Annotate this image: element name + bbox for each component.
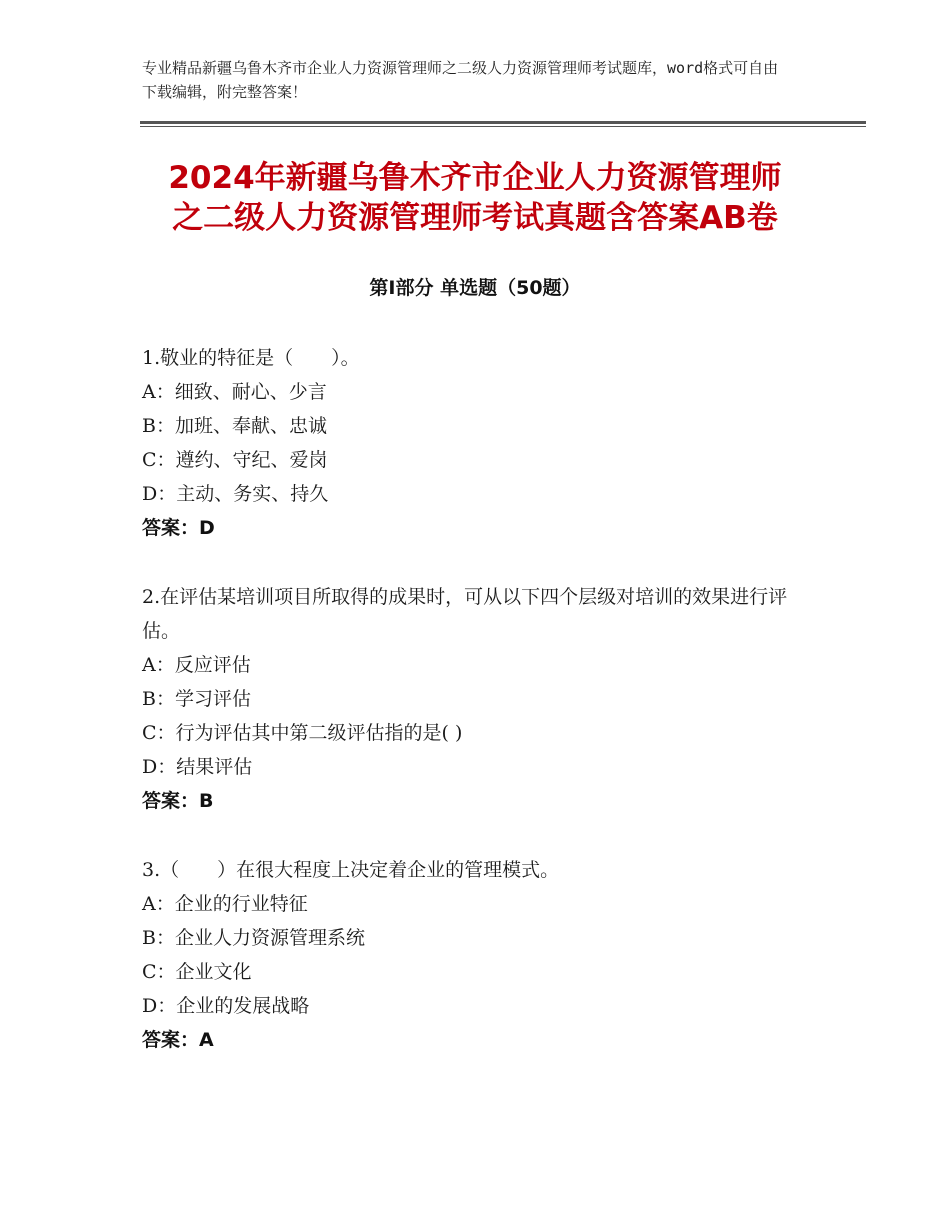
option-d: D：结果评估 — [142, 756, 253, 778]
option-b: B：加班、奉献、忠诚 — [142, 415, 327, 437]
question-stem: 1.敬业的特征是（ ）。 — [142, 347, 360, 369]
option-b: B：企业人力资源管理系统 — [142, 927, 365, 949]
section-title: 第Ⅰ部分 单选题（50题） — [369, 277, 581, 299]
option-b: B：学习评估 — [142, 688, 251, 710]
title-line-2: 之二级人力资源管理师考试真题含答案AB卷 — [172, 200, 778, 236]
answer: 答案：B — [142, 790, 214, 812]
document-title — [100, 158, 850, 238]
option-c: C：行为评估其中第二级评估指的是( ) — [142, 722, 463, 744]
header-rule-thick — [140, 121, 866, 124]
option-c: C：企业文化 — [142, 961, 252, 983]
option-a: A：反应评估 — [142, 654, 251, 676]
question-3 — [142, 853, 812, 1057]
option-d: D：企业的发展战略 — [142, 995, 310, 1017]
question-stem: 2.在评估某培训项目所取得的成果时，可从以下四个层级对培训的效果进行评估。 — [142, 586, 788, 642]
question-stem: 3.（ ）在很大程度上决定着企业的管理模式。 — [142, 859, 560, 881]
option-c: C：遵约、守纪、爱岗 — [142, 449, 328, 471]
question-2 — [142, 580, 812, 818]
option-a: A：细致、耐心、少言 — [142, 381, 327, 403]
answer: 答案：D — [142, 517, 215, 539]
answer: 答案：A — [142, 1029, 214, 1051]
option-a: A：企业的行业特征 — [142, 893, 308, 915]
header-note: 专业精品新疆乌鲁木齐市企业人力资源管理师之二级人力资源管理师考试题库，word格式可自由下载编辑，附完整答案！ — [142, 59, 779, 101]
header-rule-thin — [140, 126, 866, 127]
option-d: D：主动、务实、持久 — [142, 483, 329, 505]
question-1 — [142, 341, 812, 545]
title-line-1: 2024年新疆乌鲁木齐市企业人力资源管理师 — [168, 160, 782, 196]
